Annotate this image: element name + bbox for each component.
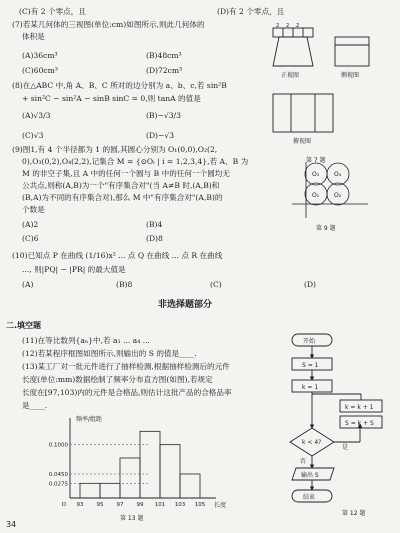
q8-option-a: (A)√3/3 xyxy=(22,111,51,120)
q9-line-3: M 的非空子集,且 A 中的任何一个圆与 B 中的任何一个圆均无 xyxy=(22,169,230,178)
histogram-bar xyxy=(80,483,100,498)
x-tick-label: 95 xyxy=(96,502,104,508)
q13-figure-caption: 第 13 题 xyxy=(120,515,144,522)
q10-line-2: ..., 则|PQ| − |PR| 的最大值是 xyxy=(22,265,126,274)
q10-option-c: (C) xyxy=(210,280,222,289)
dim-label-2: 2 xyxy=(286,23,290,29)
three-view-figure xyxy=(265,22,390,152)
x-tick-label: 101 xyxy=(154,502,166,508)
origin-label: O xyxy=(61,502,66,508)
histogram xyxy=(30,414,270,514)
q11-text: (11)在等比数列{aₙ}中,若 a₁ ... a₄ ... xyxy=(22,336,150,345)
q7-stem-2: 体积是 xyxy=(22,32,45,41)
label-o2: O₂ xyxy=(334,192,342,199)
front-view-caption: 正视图 xyxy=(281,72,300,79)
label-o4: O₄ xyxy=(334,171,342,178)
dim-label-3: 2 xyxy=(296,23,300,29)
q6-option-c: (C)有 2 个零点，且 xyxy=(19,7,86,16)
y-tick-label: 0.0275 xyxy=(48,481,68,488)
q9-option-d: (D)8 xyxy=(146,234,163,243)
label-o3: O₃ xyxy=(312,171,320,178)
flow-upd-s-text: S = k + S xyxy=(345,420,374,427)
flow-init-k-text: k = 1 xyxy=(302,384,319,391)
top-view-caption: 俯视图 xyxy=(293,138,312,145)
x-axis-label: 长度 xyxy=(214,502,227,509)
q12-text: (12)若某程序框图如图所示,则输出的 S 的值是____. xyxy=(22,349,197,358)
flow-condition-text: k < 4? xyxy=(302,439,322,446)
histogram-bar xyxy=(160,445,180,498)
page-number: 34 xyxy=(6,520,17,529)
q10-line-1: (10)已知点 P 在曲线 (1/16)x² ... 点 Q 在曲线 ... 点 R 在曲线 xyxy=(12,251,223,260)
q8-option-b: (B)−√3/3 xyxy=(146,111,181,120)
dim-label-1: 2 xyxy=(276,23,280,29)
histogram-bar xyxy=(140,431,160,498)
q7-option-b: (B)48cm³ xyxy=(146,51,182,60)
front-view-trapezoid xyxy=(273,37,313,66)
flow-init-s-text: S = 1 xyxy=(302,362,319,369)
q9-option-b: (B)4 xyxy=(146,220,163,229)
x-tick-label: 99 xyxy=(136,502,144,508)
q13-line-4: 是____. xyxy=(22,401,48,410)
q13-line-3: 长度在[97,103)内的元件是合格品,则估计这批产品的合格品率 xyxy=(22,388,232,397)
q9-option-c: (C)6 xyxy=(22,234,39,243)
flowchart xyxy=(282,330,398,522)
histogram-bar xyxy=(120,458,140,498)
label-o1: O₁ xyxy=(312,192,320,199)
q7-option-c: (C)60cm³ xyxy=(22,66,58,75)
q9-figure-caption: 第 9 题 xyxy=(316,225,336,232)
q7-figure-caption: 第 7 题 xyxy=(306,157,326,164)
q9-line-2: 0),O₃(0,2),O₄(2,2),记集合 M = {⊙Oᵢ | i = 1,2,3,4},若 A、B 为 xyxy=(22,157,249,166)
y-axis-label: 频率/组距 xyxy=(76,416,103,423)
q8-option-d: (D)−√3 xyxy=(146,131,175,140)
q10-option-d: (D) xyxy=(304,280,317,289)
side-view-caption: 侧视图 xyxy=(341,72,360,79)
q7-option-a: (A)36cm³ xyxy=(22,51,58,60)
x-tick-label: 93 xyxy=(76,502,84,508)
flow-end-text: 结束 xyxy=(303,494,316,501)
flow-output-text: 输出 S xyxy=(301,472,319,479)
circles-figure xyxy=(290,160,370,220)
q9-line-6: 个数是 xyxy=(22,205,45,214)
x-tick-label: 97 xyxy=(116,502,124,508)
flow-start-text: 开始 xyxy=(303,338,316,345)
q8-stem-2: + sin²C − sin²A − sinB sinC = 0,则 tanA 的值是 xyxy=(22,94,201,103)
q9-line-4: 公共点,则称(A,B)为一个"有序集合对"(当 A≠B 时,(A,B)和 xyxy=(22,181,220,190)
q13-line-1: (13)某工厂对一批元件进行了抽样检测,根据抽样检测后的元件 xyxy=(22,362,230,371)
x-tick-label: 103 xyxy=(174,502,186,508)
fill-in-title: 二.填空题 xyxy=(6,321,42,330)
q7-option-d: (D)72cm³ xyxy=(146,66,183,75)
x-tick-label: 105 xyxy=(194,502,206,508)
q6-option-d: (D)有 2 个零点，且 xyxy=(217,7,285,16)
y-tick-label: 0.0450 xyxy=(48,472,68,478)
q13-line-2: 长度(单位:mm)数据绘制了频率分布直方图(如图),若规定 xyxy=(22,375,213,384)
histogram-bar xyxy=(100,483,120,498)
flow-yes-label: 是 xyxy=(342,444,349,451)
q8-option-c: (C)√3 xyxy=(22,131,44,140)
q9-line-5: (B,A)为不同的有序集合对),那么 M 中"有序集合对"(A,B)的 xyxy=(22,193,223,202)
q10-option-a: (A) xyxy=(22,280,34,289)
q10-option-b: (B)8 xyxy=(116,280,133,289)
y-tick-label: 0.1000 xyxy=(48,442,68,449)
q8-stem: (8)在△ABC 中,角 A、B、C 所对的边分别为 a、b、c,若 sin²B xyxy=(12,81,227,90)
top-view xyxy=(273,94,333,132)
q9-line-1: (9)图1,有 4 个半径都为 1 的圆,其圆心分别为 O₁(0,0),O₂(2, xyxy=(12,145,218,154)
side-view xyxy=(335,37,369,66)
q9-option-a: (A)2 xyxy=(22,220,39,229)
flow-inc-k-text: k = k + 1 xyxy=(345,404,374,411)
section-title: 非选择题部分 xyxy=(158,300,213,310)
histogram-bar xyxy=(180,474,200,498)
q7-stem: (7)若某几何体的三视图(单位:cm)如图所示,则此几何体的 xyxy=(12,20,205,29)
flow-figure-caption: 第 12 题 xyxy=(342,510,366,517)
flow-no-label: 否 xyxy=(300,458,307,465)
